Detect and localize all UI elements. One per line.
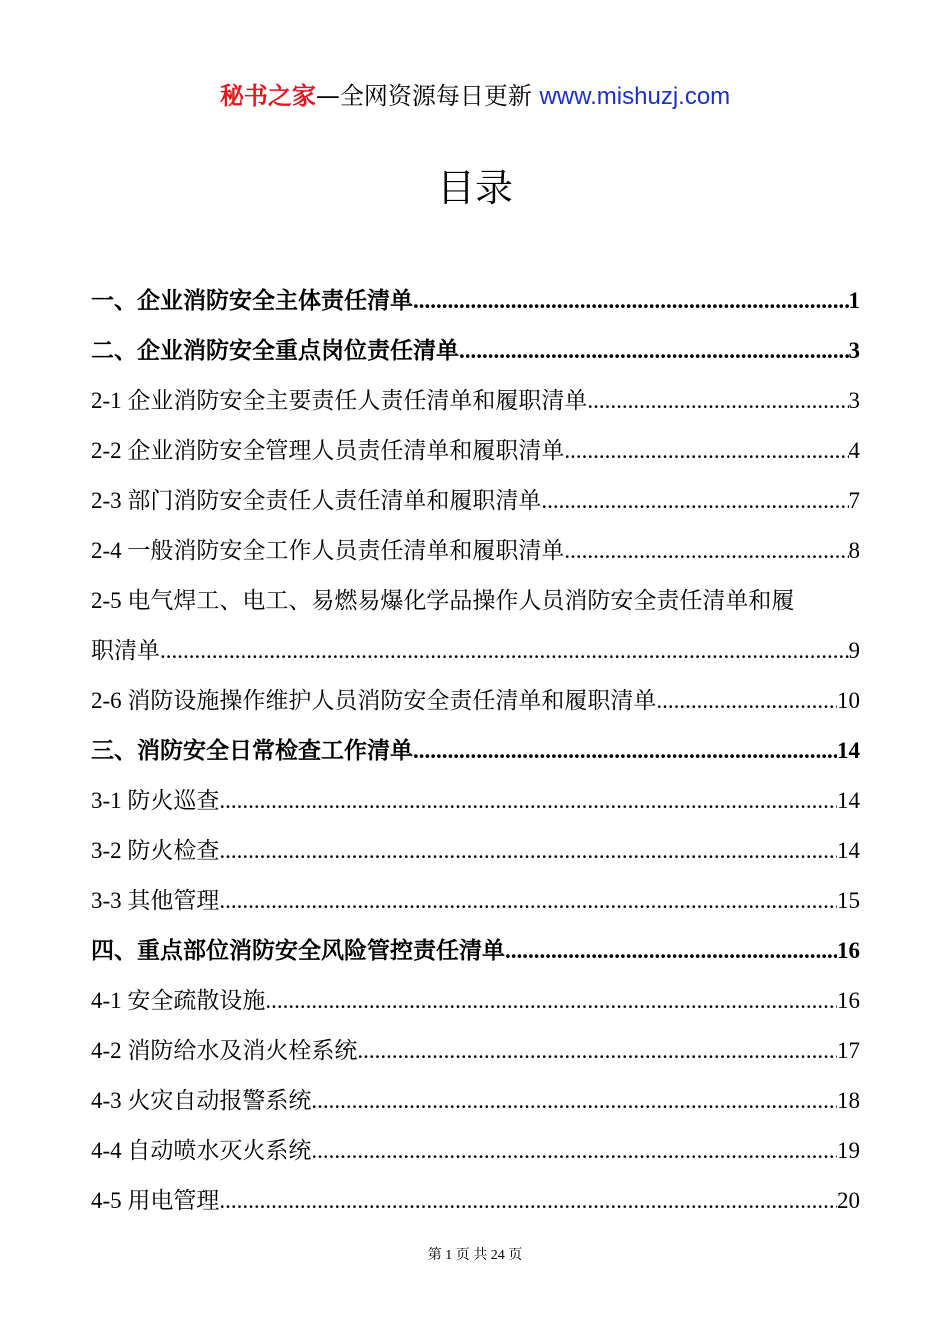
toc-entry-title: 用电管理 (127, 1188, 220, 1214)
toc-entry-number: 2-1 (91, 388, 128, 413)
toc-entry[interactable] (91, 426, 860, 476)
toc-entry-number: 3-2 (91, 838, 128, 863)
toc-page-number: 10 (837, 688, 860, 713)
toc-entry-title-continued: 职清单 (91, 638, 160, 664)
site-header (0, 80, 950, 113)
toc-leader-dots (219, 826, 837, 876)
toc-page-number: 16 (837, 938, 860, 963)
site-url-link[interactable]: www.mishuzj.com (539, 83, 731, 110)
toc-entry-line (91, 576, 860, 626)
toc-entry[interactable] (91, 276, 860, 326)
toc-page-number: 14 (837, 738, 860, 763)
toc-leader-dots (219, 776, 837, 826)
toc-page-number: 14 (837, 838, 860, 863)
toc-entry-number: 4-1 (91, 988, 128, 1013)
toc-leader-dots (357, 1026, 837, 1076)
toc-entry-title: 二、企业消防安全重点岗位责任清单 (91, 338, 459, 364)
toc-leader-dots (160, 626, 849, 676)
toc-entry-title: 三、消防安全日常检查工作清单 (91, 738, 413, 764)
toc-entry-label (91, 826, 219, 876)
toc-entry-number: 4-4 (91, 1138, 128, 1163)
toc-entry-label (91, 776, 219, 826)
toc-entry-number: 2-5 (91, 588, 128, 613)
toc-page-number: 7 (848, 488, 860, 513)
toc-entry[interactable] (91, 776, 860, 826)
table-of-contents (91, 276, 860, 1226)
toc-entry-title: 部门消防安全责任人责任清单和履职清单 (127, 488, 542, 514)
toc-entry-label (91, 676, 656, 726)
toc-entry[interactable] (91, 526, 860, 576)
toc-entry-label (91, 426, 564, 476)
toc-entry-label (91, 276, 413, 326)
toc-page-number: 4 (848, 438, 860, 463)
toc-entry-number: 3-3 (91, 888, 128, 913)
toc-entry[interactable] (91, 1176, 860, 1226)
toc-leader-dots (219, 1176, 837, 1226)
toc-entry-number: 4-2 (91, 1038, 128, 1063)
toc-entry-label (91, 526, 564, 576)
toc-entry-number: 2-4 (91, 538, 128, 563)
toc-entry[interactable] (91, 476, 860, 526)
toc-page-number: 17 (837, 1038, 860, 1063)
toc-leader-dots (587, 376, 848, 426)
toc-entry-number: 4-3 (91, 1088, 128, 1113)
toc-entry-label (91, 1076, 311, 1126)
page-footer: 第 1 页 共 24 页 (427, 1248, 523, 1263)
toc-entry-label (91, 1026, 357, 1076)
toc-page-number: 19 (837, 1138, 860, 1163)
toc-page-number: 1 (848, 288, 860, 313)
toc-entry-label (91, 376, 587, 426)
toc-entry-title: 防火巡查 (127, 788, 220, 814)
toc-page-number: 8 (848, 538, 860, 563)
page-title: 目录 (436, 166, 513, 210)
toc-leader-dots (505, 926, 837, 976)
toc-entry[interactable] (91, 926, 860, 976)
toc-page-number: 20 (837, 1188, 860, 1213)
toc-entry-label (91, 876, 219, 926)
toc-leader-dots (413, 276, 849, 326)
toc-entry-title: 一般消防安全工作人员责任清单和履职清单 (127, 538, 565, 564)
toc-leader-dots (219, 876, 837, 926)
toc-entry-label (91, 926, 505, 976)
toc-entry-number: 4-5 (91, 1188, 128, 1213)
toc-leader-dots (564, 526, 848, 576)
toc-entry[interactable] (91, 1126, 860, 1176)
toc-leader-dots (564, 426, 848, 476)
toc-entry-title: 其他管理 (127, 888, 220, 914)
toc-entry[interactable] (91, 326, 860, 376)
toc-entry-title: 消防设施操作维护人员消防安全责任清单和履职清单 (127, 688, 657, 714)
toc-entry-label (91, 976, 265, 1026)
toc-entry-title: 电气焊工、电工、易燃易爆化学品操作人员消防安全责任清单和履 (127, 588, 795, 614)
toc-leader-dots (541, 476, 848, 526)
toc-entry-title: 一、企业消防安全主体责任清单 (91, 288, 413, 314)
toc-entry-label (91, 326, 459, 376)
toc-entry-label (91, 1176, 219, 1226)
toc-entry[interactable] (91, 826, 860, 876)
toc-entry-title: 防火检查 (127, 838, 220, 864)
toc-page-number: 3 (848, 338, 860, 363)
toc-entry[interactable] (91, 1076, 860, 1126)
header-tagline: —全网资源每日更新 (315, 82, 540, 110)
toc-entry[interactable] (91, 876, 860, 926)
toc-entry-number: 3-1 (91, 788, 128, 813)
toc-page-number: 3 (848, 388, 860, 413)
toc-leader-dots (459, 326, 849, 376)
toc-leader-dots (311, 1076, 837, 1126)
toc-entry-title: 火灾自动报警系统 (127, 1088, 312, 1114)
toc-page-number: 18 (837, 1088, 860, 1113)
toc-entry[interactable] (91, 1026, 860, 1076)
toc-page-number: 15 (837, 888, 860, 913)
toc-entry-label (91, 476, 541, 526)
toc-entry-number: 2-3 (91, 488, 128, 513)
toc-page-number: 16 (837, 988, 860, 1013)
toc-entry-title: 企业消防安全管理人员责任清单和履职清单 (127, 438, 565, 464)
toc-entry[interactable] (91, 976, 860, 1026)
toc-entry-number: 2-6 (91, 688, 128, 713)
toc-entry[interactable] (91, 376, 860, 426)
brand-name: 秘书之家 (219, 82, 316, 110)
toc-entry-number: 2-2 (91, 438, 128, 463)
toc-page-number: 14 (837, 788, 860, 813)
toc-leader-dots (265, 976, 837, 1026)
toc-leader-dots (311, 1126, 837, 1176)
toc-entry-title: 企业消防安全主要责任人责任清单和履职清单 (127, 388, 588, 414)
toc-leader-dots (656, 676, 837, 726)
toc-entry-title: 自动喷水灭火系统 (127, 1138, 312, 1164)
toc-entry-label (91, 1126, 311, 1176)
toc-entry-label (91, 726, 413, 776)
toc-leader-dots (413, 726, 837, 776)
toc-entry-title: 消防给水及消火栓系统 (127, 1038, 358, 1064)
toc-entry[interactable] (91, 676, 860, 726)
toc-entry-title: 四、重点部位消防安全风险管控责任清单 (91, 938, 505, 964)
toc-page-number: 9 (848, 638, 860, 663)
toc-entry[interactable] (91, 726, 860, 776)
toc-entry-title: 安全疏散设施 (127, 988, 266, 1014)
toc-entry[interactable] (91, 576, 860, 676)
